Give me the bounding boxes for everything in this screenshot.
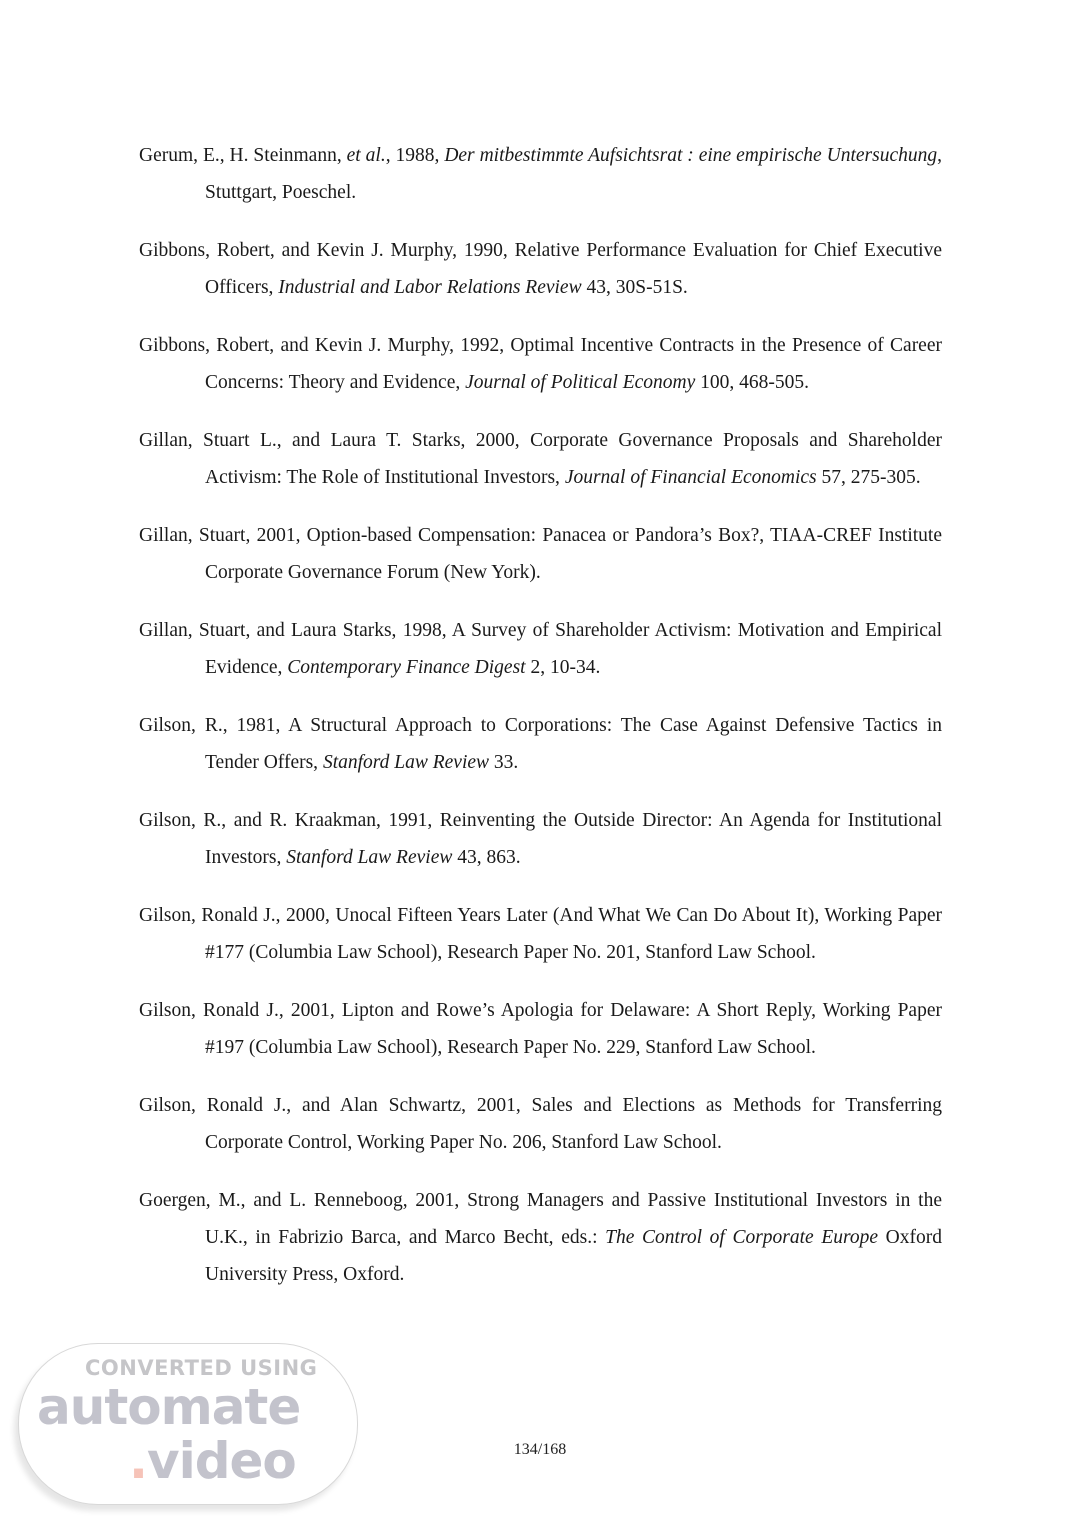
reference-text: 33. [489, 752, 519, 773]
reference-entry [139, 517, 942, 591]
reference-text: 57, 275-305. [816, 467, 921, 488]
watermark-brand: automate [37, 1378, 301, 1436]
reference-text: Gilson, R., 1981, A Structural Approach to Corporations: The Case Against Defensive Tactics in Tender Offers, [139, 715, 942, 773]
reference-title-italic: The Control of Corporate Europe [605, 1227, 879, 1248]
page-number: 134/168 [513, 1441, 567, 1458]
watermark-domain-text: video [147, 1432, 296, 1490]
reference-text: Oxford University Press, Oxford. [205, 1227, 942, 1285]
reference-text: Gibbons, Robert, and Kevin J. Murphy, 1990, Relative Performance Evaluation for Chief Executive Officers, [139, 240, 942, 298]
reference-entry [139, 612, 942, 686]
reference-text: Gilson, Ronald J., 2001, Lipton and Rowe’s Apologia for Delaware: A Short Reply, Working Paper #197 (Columbia Law School), Research Paper No. 229, Stanford Law School. [139, 1000, 942, 1058]
reference-entry [139, 992, 942, 1066]
reference-text: Gilson, Ronald J., 2000, Unocal Fifteen Years Later (And What We Can Do About It), Working Paper #177 (Columbia Law School), Research Paper No. 201, Stanford Law School. [139, 905, 942, 963]
reference-title-italic: Journal of Political Economy [465, 372, 696, 393]
reference-title-italic: Stanford Law Review [322, 752, 490, 773]
reference-entry [139, 137, 942, 211]
reference-text: Gerum, E., H. Steinmann, [139, 145, 347, 166]
reference-entry [139, 1182, 942, 1293]
reference-title-italic: Contemporary Finance Digest [287, 657, 526, 678]
reference-title-italic: et al. [346, 145, 386, 166]
reference-entry [139, 1087, 942, 1161]
reference-list [139, 137, 942, 1314]
reference-title-italic: Stanford Law Review [286, 847, 453, 868]
reference-text: Gillan, Stuart L., and Laura T. Starks, 2000, Corporate Governance Proposals and Shareholder Activism: The Role of Institutional Investors, [139, 430, 942, 488]
reference-text: Gibbons, Robert, and Kevin J. Murphy, 1992, Optimal Incentive Contracts in the Presence of Career Concerns: Theory and Evidence, [139, 335, 942, 393]
reference-text: 43, 30S-51S. [581, 277, 688, 298]
reference-title-italic: Industrial and Labor Relations Review [278, 277, 582, 298]
reference-text: Gilson, R., and R. Kraakman, 1991, Reinventing the Outside Director: An Agenda for Institutional Investors, [139, 810, 942, 868]
reference-entry [139, 422, 942, 496]
reference-text: , 1988, [385, 145, 445, 166]
reference-title-italic: Journal of Financial Economics [564, 467, 817, 488]
watermark-caption: CONVERTED USING [85, 1356, 318, 1380]
reference-text: Goergen, M., and L. Renneboog, 2001, Strong Managers and Passive Institutional Investors in the U.K., in Fabrizio Barca, and Marco Becht, eds.: [139, 1190, 942, 1248]
reference-entry [139, 232, 942, 306]
reference-text: , Stuttgart, Poeschel. [205, 145, 942, 203]
reference-text: 2, 10-34. [525, 657, 601, 678]
reference-entry [139, 897, 942, 971]
converter-watermark [18, 1343, 358, 1505]
watermark-domain [129, 1432, 296, 1490]
reference-entry [139, 802, 942, 876]
reference-text: Gilson, Ronald J., and Alan Schwartz, 2001, Sales and Elections as Methods for Transferring Corporate Control, Working Paper No. 206, Stanford Law School. [139, 1095, 942, 1153]
reference-text: Gillan, Stuart, 2001, Option-based Compensation: Panacea or Pandora’s Box?, TIAA-CREF Institute Corporate Governance Forum (New York). [139, 525, 942, 583]
watermark-dot: . [129, 1432, 147, 1490]
reference-text: Gillan, Stuart, and Laura Starks, 1998, A Survey of Shareholder Activism: Motivation and Empirical Evidence, [139, 620, 942, 678]
reference-title-italic: Der mitbestimmte Aufsichtsrat : eine empirische Untersuchung [444, 145, 938, 166]
reference-entry [139, 327, 942, 401]
reference-text: 100, 468-505. [695, 372, 810, 393]
reference-entry [139, 707, 942, 781]
reference-text: 43, 863. [452, 847, 521, 868]
